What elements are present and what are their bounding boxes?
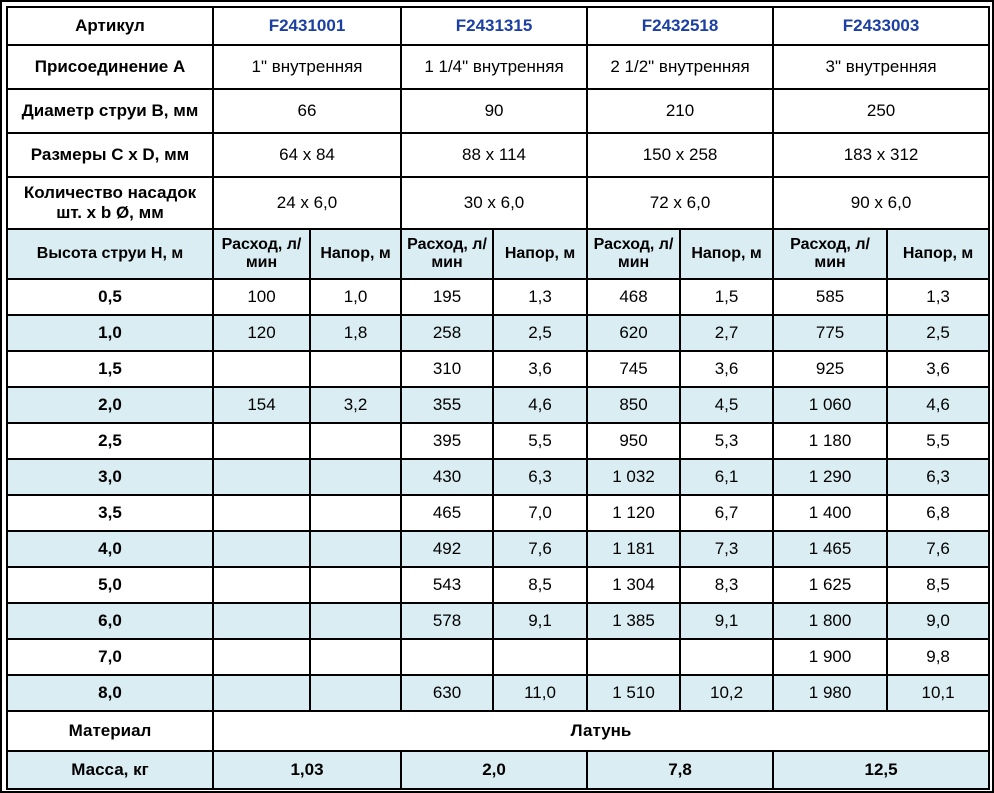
pressure-value-cell [680, 639, 773, 675]
spec-row [7, 133, 989, 177]
spec-value-cell: 90 x 6,0 [773, 177, 989, 229]
pressure-value-cell: 7,0 [493, 495, 587, 531]
spec-row [7, 89, 989, 133]
pressure-value-cell [310, 567, 401, 603]
height-cell: 1,5 [7, 351, 213, 387]
spec-row [7, 7, 989, 45]
flow-value-cell: 1 900 [773, 639, 887, 675]
mass-label-cell: Масса, кг [7, 751, 213, 789]
pressure-value-cell: 7,3 [680, 531, 773, 567]
pressure-value-cell: 2,5 [887, 315, 989, 351]
flow-data-row [7, 423, 989, 459]
height-cell: 4,0 [7, 531, 213, 567]
mass-value-cell: 1,03 [213, 751, 401, 789]
pressure-value-cell: 8,5 [887, 567, 989, 603]
flow-value-cell [213, 567, 310, 603]
pressure-value-cell: 3,2 [310, 387, 401, 423]
pressure-value-cell: 7,6 [887, 531, 989, 567]
article-number: F2432518 [587, 7, 773, 45]
flow-value-cell: 1 290 [773, 459, 887, 495]
flow-value-cell: 543 [401, 567, 493, 603]
pressure-value-cell: 4,6 [887, 387, 989, 423]
pressure-value-cell: 2,5 [493, 315, 587, 351]
flow-value-cell: 258 [401, 315, 493, 351]
flow-value-cell [587, 639, 680, 675]
flow-value-cell: 1 060 [773, 387, 887, 423]
flow-value-cell [213, 423, 310, 459]
flow-value-cell: 1 625 [773, 567, 887, 603]
flow-value-cell: 578 [401, 603, 493, 639]
article-number: F2433003 [773, 7, 989, 45]
flow-value-cell [213, 639, 310, 675]
flow-value-cell [213, 675, 310, 711]
pressure-value-cell: 9,1 [680, 603, 773, 639]
pressure-value-cell: 9,1 [493, 603, 587, 639]
height-cell: 8,0 [7, 675, 213, 711]
article-number: F2431001 [213, 7, 401, 45]
flow-value-cell: 465 [401, 495, 493, 531]
pressure-value-cell [310, 531, 401, 567]
pressure-header-cell: Напор, м [680, 229, 773, 279]
pressure-value-cell [310, 675, 401, 711]
flow-value-cell: 100 [213, 279, 310, 315]
flow-value-cell: 925 [773, 351, 887, 387]
flow-data-row [7, 675, 989, 711]
flow-data-row [7, 531, 989, 567]
pressure-value-cell: 9,0 [887, 603, 989, 639]
spec-value-cell: 24 x 6,0 [213, 177, 401, 229]
height-cell: 3,5 [7, 495, 213, 531]
spec-value-cell: 1 1/4" внутренняя [401, 45, 587, 89]
spec-value-cell: 1" внутренняя [213, 45, 401, 89]
pressure-value-cell: 6,1 [680, 459, 773, 495]
flow-value-cell: 355 [401, 387, 493, 423]
pressure-header-cell: Напор, м [493, 229, 587, 279]
pressure-value-cell: 10,1 [887, 675, 989, 711]
flow-value-cell: 1 180 [773, 423, 887, 459]
spec-value-cell: 88 x 114 [401, 133, 587, 177]
pressure-value-cell: 6,3 [493, 459, 587, 495]
spec-label-cell: Артикул [7, 7, 213, 45]
flow-value-cell: 1 120 [587, 495, 680, 531]
pressure-value-cell: 8,3 [680, 567, 773, 603]
height-cell: 7,0 [7, 639, 213, 675]
pressure-value-cell: 11,0 [493, 675, 587, 711]
mass-value-cell: 12,5 [773, 751, 989, 789]
flow-value-cell: 850 [587, 387, 680, 423]
pressure-value-cell: 9,8 [887, 639, 989, 675]
flow-value-cell: 1 385 [587, 603, 680, 639]
table-body [7, 7, 989, 789]
flow-value-cell: 430 [401, 459, 493, 495]
pressure-value-cell [310, 639, 401, 675]
pressure-header-cell: Напор, м [310, 229, 401, 279]
flow-value-cell: 120 [213, 315, 310, 351]
spec-row [7, 177, 989, 229]
flow-value-cell: 310 [401, 351, 493, 387]
flow-data-row [7, 459, 989, 495]
jet-height-header-row [7, 229, 989, 279]
pressure-value-cell: 1,3 [887, 279, 989, 315]
pressure-value-cell: 4,6 [493, 387, 587, 423]
flow-data-row [7, 351, 989, 387]
pressure-value-cell [310, 495, 401, 531]
spec-value-cell: 72 x 6,0 [587, 177, 773, 229]
flow-data-row [7, 315, 989, 351]
flow-value-cell: 1 510 [587, 675, 680, 711]
material-row [7, 711, 989, 751]
pressure-value-cell: 3,6 [493, 351, 587, 387]
height-cell: 0,5 [7, 279, 213, 315]
pressure-value-cell: 1,3 [493, 279, 587, 315]
flow-data-row [7, 567, 989, 603]
flow-header-cell: Расход, л/мин [587, 229, 680, 279]
pressure-value-cell: 1,5 [680, 279, 773, 315]
height-cell: 3,0 [7, 459, 213, 495]
pressure-header-cell: Напор, м [887, 229, 989, 279]
spec-value-cell: 66 [213, 89, 401, 133]
flow-header-cell: Расход, л/мин [213, 229, 310, 279]
flow-value-cell: 1 465 [773, 531, 887, 567]
flow-data-row [7, 279, 989, 315]
pressure-value-cell [310, 351, 401, 387]
spec-value-cell: 2 1/2" внутренняя [587, 45, 773, 89]
pressure-value-cell: 6,7 [680, 495, 773, 531]
flow-value-cell: 1 980 [773, 675, 887, 711]
spec-value-cell: 3" внутренняя [773, 45, 989, 89]
height-cell: 2,5 [7, 423, 213, 459]
pressure-value-cell: 1,8 [310, 315, 401, 351]
flow-value-cell: 1 181 [587, 531, 680, 567]
flow-value-cell [213, 531, 310, 567]
mass-value-cell: 7,8 [587, 751, 773, 789]
spec-value-cell: 64 x 84 [213, 133, 401, 177]
pressure-value-cell: 5,5 [493, 423, 587, 459]
pressure-value-cell: 1,0 [310, 279, 401, 315]
pressure-value-cell: 5,5 [887, 423, 989, 459]
pressure-value-cell: 3,6 [887, 351, 989, 387]
spec-value-cell: 250 [773, 89, 989, 133]
pressure-value-cell: 6,8 [887, 495, 989, 531]
spec-value-cell: 30 x 6,0 [401, 177, 587, 229]
pressure-value-cell: 10,2 [680, 675, 773, 711]
spec-label-cell: Количество насадок шт. x b Ø, мм [7, 177, 213, 229]
flow-value-cell [213, 459, 310, 495]
flow-value-cell: 492 [401, 531, 493, 567]
material-label-cell: Материал [7, 711, 213, 751]
pressure-value-cell: 2,7 [680, 315, 773, 351]
article-number: F2431315 [401, 7, 587, 45]
pressure-value-cell: 7,6 [493, 531, 587, 567]
flow-value-cell: 630 [401, 675, 493, 711]
flow-data-row [7, 495, 989, 531]
flow-value-cell: 585 [773, 279, 887, 315]
flow-value-cell [213, 495, 310, 531]
mass-row [7, 751, 989, 789]
flow-value-cell [213, 351, 310, 387]
flow-value-cell: 195 [401, 279, 493, 315]
pressure-value-cell: 3,6 [680, 351, 773, 387]
pressure-value-cell [310, 423, 401, 459]
spec-label-cell: Размеры С x D, мм [7, 133, 213, 177]
flow-header-cell: Расход, л/мин [773, 229, 887, 279]
flow-value-cell: 395 [401, 423, 493, 459]
flow-value-cell [401, 639, 493, 675]
flow-value-cell: 1 304 [587, 567, 680, 603]
material-value-cell: Латунь [213, 711, 989, 751]
pressure-value-cell: 4,5 [680, 387, 773, 423]
flow-value-cell: 154 [213, 387, 310, 423]
flow-value-cell: 1 032 [587, 459, 680, 495]
flow-value-cell: 745 [587, 351, 680, 387]
spec-label-cell: Диаметр струи В, мм [7, 89, 213, 133]
flow-value-cell: 950 [587, 423, 680, 459]
pressure-value-cell: 5,3 [680, 423, 773, 459]
spec-value-cell: 183 x 312 [773, 133, 989, 177]
flow-value-cell: 775 [773, 315, 887, 351]
jet-height-label-cell: Высота струи Н, м [7, 229, 213, 279]
spec-label-cell: Присоединение А [7, 45, 213, 89]
flow-value-cell: 1 800 [773, 603, 887, 639]
pressure-value-cell [310, 459, 401, 495]
spec-value-cell: 150 x 258 [587, 133, 773, 177]
height-cell: 2,0 [7, 387, 213, 423]
height-cell: 6,0 [7, 603, 213, 639]
spec-row [7, 45, 989, 89]
mass-value-cell: 2,0 [401, 751, 587, 789]
height-cell: 5,0 [7, 567, 213, 603]
pressure-value-cell: 8,5 [493, 567, 587, 603]
pressure-value-cell [310, 603, 401, 639]
pressure-value-cell [493, 639, 587, 675]
flow-data-row [7, 639, 989, 675]
pressure-value-cell: 6,3 [887, 459, 989, 495]
height-cell: 1,0 [7, 315, 213, 351]
spec-value-cell: 210 [587, 89, 773, 133]
flow-value-cell: 1 400 [773, 495, 887, 531]
product-spec-table [6, 6, 990, 790]
flow-value-cell [213, 603, 310, 639]
flow-value-cell: 620 [587, 315, 680, 351]
flow-data-row [7, 387, 989, 423]
flow-data-row [7, 603, 989, 639]
flow-value-cell: 468 [587, 279, 680, 315]
flow-header-cell: Расход, л/мин [401, 229, 493, 279]
spec-value-cell: 90 [401, 89, 587, 133]
